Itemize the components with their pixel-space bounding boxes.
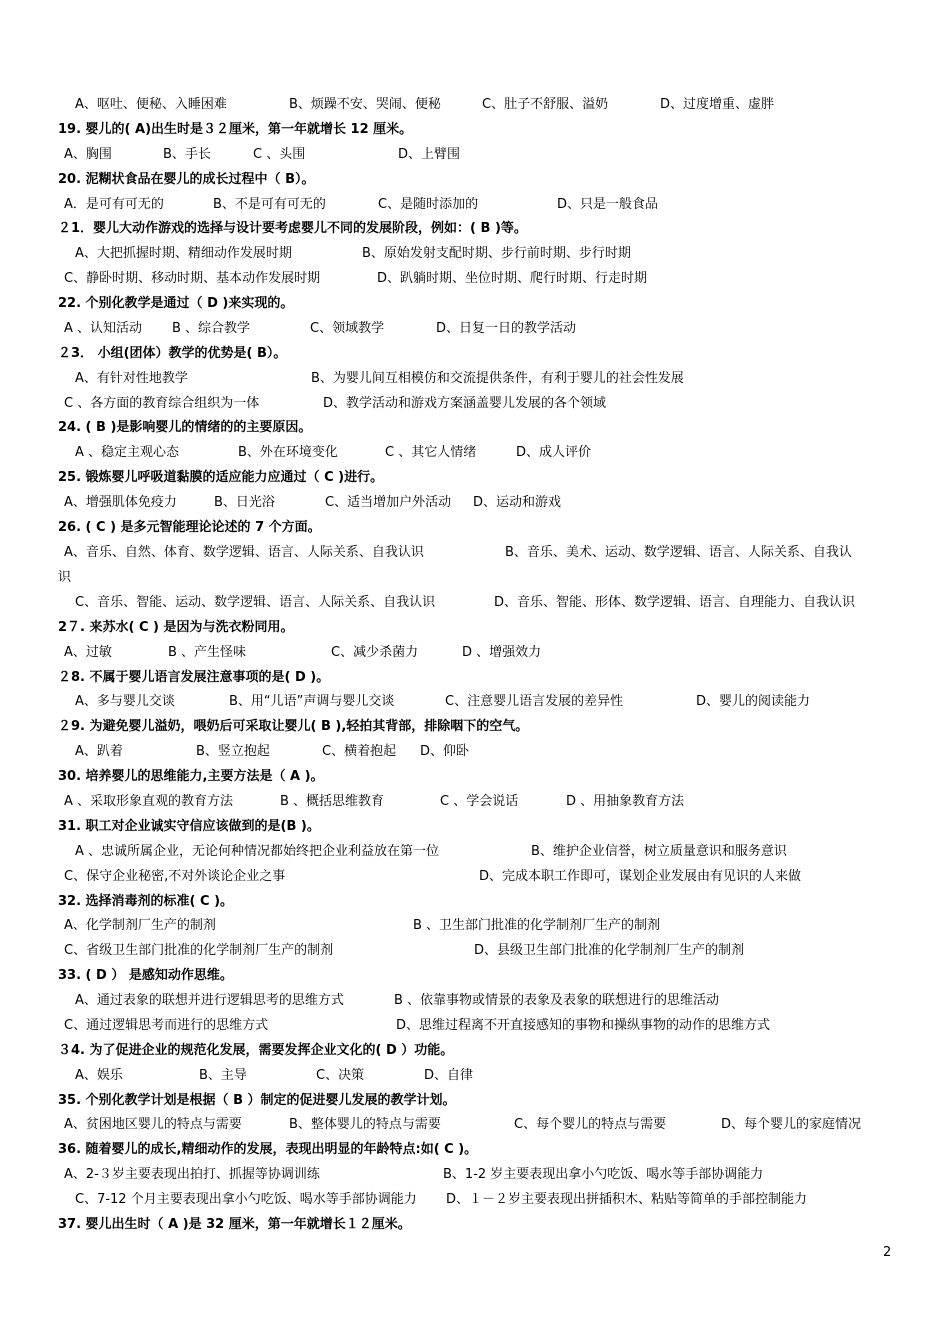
answer-option: B、为婴儿间互相模仿和交流提供条件，有利于婴儿的社会性发展 [311, 371, 684, 386]
answer-option: C、是随时添加的 [378, 197, 479, 212]
answer-option: B、竖立抱起 [196, 744, 270, 759]
answer-options-row [0, 491, 950, 515]
answer-option: B 、概括思维教育 [280, 794, 385, 809]
answer-options-row [0, 1064, 950, 1088]
answer-option: D、过度增重、虚胖 [660, 97, 775, 112]
answer-options-row [0, 641, 950, 665]
answer-option: C 、其它人情绪 [385, 445, 477, 460]
question-text: 30. 培养婴儿的思维能力,主要方法是（ A )。 [58, 769, 324, 784]
question-text: 35. 个别化教学计划是根据（ B ）制定的促进婴儿发展的教学计划。 [58, 1093, 456, 1108]
answer-option: C、省级卫生部门批准的化学制剂厂生产的制剂 [64, 943, 334, 958]
answer-option: B 、产生怪味 [168, 645, 247, 660]
answer-option: B 、综合教学 [172, 321, 251, 336]
answer-option: B、外在环境变化 [238, 445, 338, 460]
answer-options-row [0, 541, 950, 565]
answer-option: A、化学制剂厂生产的制剂 [64, 918, 216, 933]
answer-options-row [0, 914, 950, 938]
answer-options-row [0, 1014, 950, 1038]
answer-option: A 、采取形象直观的教育方法 [64, 794, 234, 809]
answer-option: B、整体婴儿的特点与需要 [289, 1117, 441, 1132]
answer-option: D、每个婴儿的家庭情况 [721, 1117, 862, 1132]
answer-option: A、胸围 [64, 147, 112, 162]
answer-option: C、决策 [316, 1068, 365, 1083]
answer-options-row [0, 1163, 950, 1187]
answer-option: A、音乐、自然、体育、数学逻辑、语言、人际关系、自我认识 [64, 545, 424, 560]
answer-option: C 、头围 [253, 147, 306, 162]
answer-options-row [0, 1113, 950, 1137]
answer-option: A、2-３岁主要表现出拍打、抓握等协调训练 [64, 1167, 320, 1182]
answer-option: A 、认知活动 [64, 321, 143, 336]
answer-option: D、教学活动和游戏方案涵盖婴儿发展的各个领域 [323, 396, 607, 411]
answer-option: B、原始发射支配时期、步行前时期、步行时期 [362, 246, 631, 261]
question-text: 33. ( D ） 是感知动作思维。 [58, 968, 233, 983]
answer-option: C、适当增加户外活动 [325, 495, 452, 510]
answer-options-row [0, 840, 950, 864]
answer-option: D、自律 [424, 1068, 474, 1083]
answer-options-row [0, 690, 950, 714]
question-text: ２3． 小组(团体）教学的优势是( B）。 [58, 346, 287, 361]
answer-option: A、多与婴儿交谈 [75, 694, 175, 709]
answer-options-row [0, 790, 950, 814]
answer-option: D、日复一日的教学活动 [436, 321, 577, 336]
answer-option: A、有针对性地教学 [75, 371, 188, 386]
answer-option: C、领域教学 [310, 321, 385, 336]
answer-options-row [0, 1188, 950, 1212]
answer-option: D、只是一般食品 [557, 197, 659, 212]
answer-option: D、１－２岁主要表现出拼插积木、粘贴等简单的手部控制能力 [446, 1192, 808, 1207]
answer-option: C、7-12 个月主要表现出拿小勺吃饭、喝水等手部协调能力 [75, 1192, 417, 1207]
question-text: ２9. 为避免婴儿溢奶，喂奶后可采取让婴儿( B ),轻拍其背部，排除咽下的空气。 [58, 719, 529, 734]
answer-options-row [0, 143, 950, 167]
question-text: 31. 职工对企业诚实守信应该做到的是(B )。 [58, 819, 320, 834]
answer-option: A 、忠诚所属企业，无论何种情况都始终把企业利益放在第一位 [75, 844, 440, 859]
answer-options-row [0, 989, 950, 1013]
answer-option: C、横着抱起 [322, 744, 397, 759]
answer-option: B 、依靠事物或情景的表象及表象的联想进行的思维活动 [394, 993, 720, 1008]
answer-option: B、主导 [199, 1068, 247, 1083]
question-text: 26. ( C ) 是多元智能理论论述的 7 个方面。 [58, 520, 321, 535]
answer-option: B 、卫生部门批准的化学制剂厂生产的制剂 [413, 918, 661, 933]
answer-option: D、仰卧 [420, 744, 470, 759]
answer-options-row [0, 267, 950, 291]
answer-options-row [0, 93, 950, 117]
answer-options-row [0, 441, 950, 465]
answer-option: C、音乐、智能、运动、数学逻辑、语言、人际关系、自我认识 [75, 595, 436, 610]
answer-option: D 、用抽象教育方法 [566, 794, 685, 809]
answer-option: D、县级卫生部门批准的化学制剂厂生产的制剂 [474, 943, 745, 958]
answer-option: A、通过表象的联想并进行逻辑思考的思维方式 [75, 993, 344, 1008]
answer-option: D、音乐、智能、形体、数学逻辑、语言、自理能力、自我认识 [494, 595, 856, 610]
answer-options-row [0, 317, 950, 341]
answer-option: B、用“儿语”声调与婴儿交谈 [229, 694, 395, 709]
answer-option: D、婴儿的阅读能力 [696, 694, 811, 709]
answer-option: B、日光浴 [214, 495, 275, 510]
answer-option: D、运动和游戏 [473, 495, 562, 510]
answer-option: A、过敏 [64, 645, 112, 660]
answer-option: B、不是可有可无的 [213, 197, 326, 212]
answer-option: D、完成本职工作即可，谋划企业发展由有见识的人来做 [479, 869, 802, 884]
answer-option: B、手长 [163, 147, 211, 162]
question-text: 32. 选择消毒剂的标准( C )。 [58, 894, 234, 909]
answer-option: C、肚子不舒服、溢奶 [482, 97, 609, 112]
answer-option: B、烦躁不安、哭闹、便秘 [289, 97, 441, 112]
answer-options-row [0, 193, 950, 217]
answer-option: C、减少杀菌力 [331, 645, 419, 660]
question-text: 20. 泥糊状食品在婴儿的成长过程中（ B）。 [58, 172, 315, 187]
answer-options-row [0, 367, 950, 391]
answer-option: C、通过逻辑思考而进行的思维方式 [64, 1018, 269, 1033]
answer-options-row [0, 740, 950, 764]
answer-option: C、注意婴儿语言发展的差异性 [445, 694, 624, 709]
answer-option: D、趴躺时期、坐位时期、爬行时期、行走时期 [377, 271, 648, 286]
answer-option: A、趴着 [75, 744, 123, 759]
answer-option: A、贫困地区婴儿的特点与需要 [64, 1117, 242, 1132]
question-text: 37. 婴儿出生时（ A )是 32 厘米，第一年就增长１２厘米。 [58, 1217, 411, 1232]
question-text: 2７. 来苏水( C ) 是因为与洗衣粉同用。 [58, 620, 294, 635]
answer-option: C、静卧时期、移动时期、基本动作发展时期 [64, 271, 321, 286]
answer-option: C、每个婴儿的特点与需要 [514, 1117, 667, 1132]
answer-option: C 、各方面的教育综合组织为一体 [64, 396, 260, 411]
answer-option: B、音乐、美术、运动、数学逻辑、语言、人际关系、自我认 [505, 545, 852, 560]
question-text: 22. 个别化教学是通过（ D )来实现的。 [58, 296, 294, 311]
answer-option: D、思维过程离不开直接感知的事物和操纵事物的动作的思维方式 [396, 1018, 771, 1033]
answer-option: A、增强肌体免疫力 [64, 495, 177, 510]
answer-option: B、1-2 岁主要表现出拿小勺吃饭、喝水等手部协调能力 [443, 1167, 764, 1182]
question-text: ２1．婴儿大动作游戏的选择与设计要考虑婴儿不同的发展阶段，例如：( B )等。 [58, 221, 527, 236]
answer-option: 识 [58, 570, 72, 585]
answer-option: D 、增强效力 [462, 645, 542, 660]
answer-options-row [0, 392, 950, 416]
answer-option: A 、稳定主观心态 [75, 445, 180, 460]
question-text: 19. 婴儿的( A)出生时是３２厘米，第一年就增长 12 厘米。 [58, 122, 413, 137]
page-number: 2 [883, 1245, 892, 1260]
answer-option: A、呕吐、便秘、入睡困难 [75, 97, 227, 112]
answer-option: A、娱乐 [75, 1068, 123, 1083]
answer-option: A、大把抓握时期、精细动作发展时期 [75, 246, 292, 261]
answer-option: C 、学会说话 [440, 794, 519, 809]
question-text: 36. 随着婴儿的成长,精细动作的发展，表现出明显的年龄特点:如( C )。 [58, 1142, 478, 1157]
question-text: 25. 锻炼婴儿呼吸道黏膜的适应能力应通过（ C )进行。 [58, 470, 384, 485]
answer-option: C、保守企业秘密,不对外谈论企业之事 [64, 869, 286, 884]
answer-options-row [0, 566, 950, 590]
question-text: 24. ( B )是影响婴儿的情绪的的主要原因。 [58, 420, 312, 435]
answer-options-row [0, 939, 950, 963]
answer-options-row [0, 591, 950, 615]
question-text: ２8. 不属于婴儿语言发展注意事项的是( D )。 [58, 670, 330, 685]
answer-option: B、维护企业信誉，树立质量意识和服务意识 [531, 844, 787, 859]
answer-options-row [0, 865, 950, 889]
question-text: ３4. 为了促进企业的规范化发展，需要发挥企业文化的( D ）功能。 [58, 1043, 454, 1058]
answer-options-row [0, 242, 950, 266]
answer-option: A．是可有可无的 [64, 197, 164, 212]
answer-option: D、成人评价 [516, 445, 592, 460]
answer-option: D、上臂围 [398, 147, 461, 162]
